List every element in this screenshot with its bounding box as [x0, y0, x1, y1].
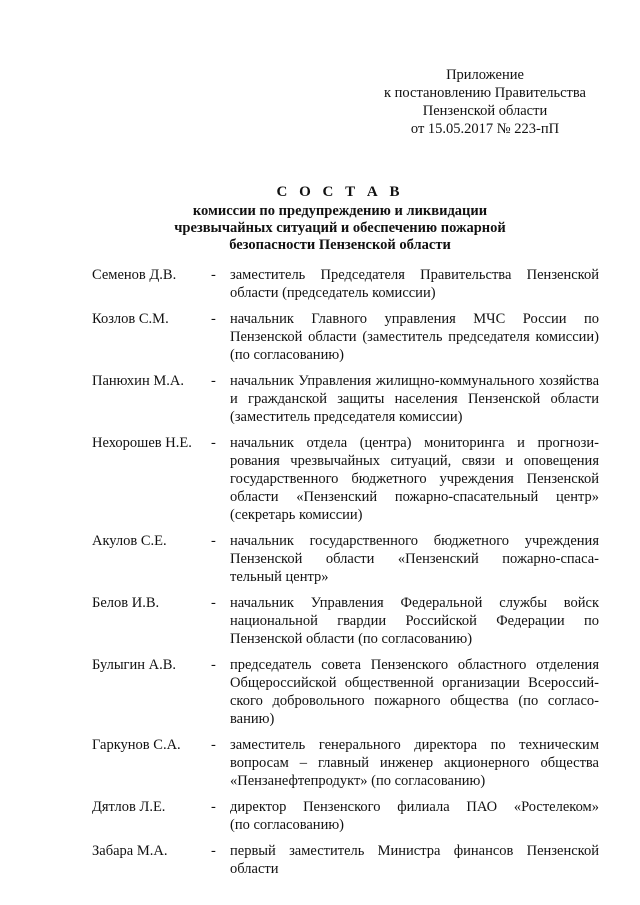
member-row: [0, 532, 640, 586]
member-role-line: и гражданской защиты населения Пензенской области: [230, 391, 599, 407]
member-role-line: первый заместитель Министра финансов Пензенской: [230, 843, 599, 859]
member-role-line: (заместитель председателя комиссии): [230, 409, 463, 425]
appendix-line: Приложение: [446, 67, 524, 83]
member-role-line: Общероссийской общественной организации Всероссий-: [230, 675, 599, 691]
member-role-line: Пензенской области (по согласованию): [230, 631, 473, 647]
member-role-line: начальник Управления жилищно-коммунального хозяйства: [230, 373, 599, 389]
member-role-line: Пензенской области (заместитель председателя комиссии): [230, 329, 599, 345]
member-dash: -: [211, 267, 216, 283]
member-role-line: начальник Управления Федеральной службы войск: [230, 595, 599, 611]
member-row: [0, 310, 640, 364]
member-row: [0, 656, 640, 728]
member-row: [0, 434, 640, 524]
appendix-block: [360, 66, 610, 138]
member-role-line: начальник Главного управления МЧС России по: [230, 311, 599, 327]
member-role-line: директор Пензенского филиала ПАО «Ростелеком»: [230, 799, 599, 815]
member-name: Акулов С.Е.: [92, 533, 167, 549]
member-role-line: председатель совета Пензенского областного отделения: [230, 657, 599, 673]
member-role-line: рования чрезвычайных ситуаций, связи и оповещения: [230, 453, 599, 469]
member-role: [230, 594, 599, 648]
member-role-line: ванию): [230, 711, 275, 727]
document-title: [80, 184, 600, 254]
member-name: Белов И.В.: [92, 595, 160, 611]
member-role: [230, 372, 599, 426]
title-line: чрезвычайных ситуаций и обеспечению пожарной: [174, 220, 506, 236]
member-role-line: заместитель Председателя Правительства Пензенской: [230, 267, 599, 283]
member-role-line: ского добровольного пожарного общества (по согласо-: [230, 693, 599, 709]
member-role-line: заместитель генерального директора по техническим: [230, 737, 599, 753]
member-dash: -: [211, 843, 216, 859]
member-dash: -: [211, 311, 216, 327]
member-name: Семенов Д.В.: [92, 267, 177, 283]
member-dash: -: [211, 533, 216, 549]
member-role: [230, 656, 599, 728]
member-name: Забара М.А.: [92, 843, 168, 859]
members-list: [0, 266, 640, 878]
member-role-line: вопросам – главный инженер акционерного общества: [230, 755, 599, 771]
member-name: Панюхин М.А.: [92, 373, 184, 389]
member-dash: -: [211, 657, 216, 673]
member-role: [230, 532, 599, 586]
member-dash: -: [211, 737, 216, 753]
member-row: [0, 736, 640, 790]
member-role-line: национальной гвардии Российской Федерации по: [230, 613, 599, 629]
member-name: Дятлов Л.Е.: [92, 799, 166, 815]
member-row: [0, 842, 640, 878]
member-role-line: (по согласованию): [230, 347, 344, 363]
title-line: безопасности Пензенской области: [229, 237, 451, 253]
member-role-line: области (председатель комиссии): [230, 285, 436, 301]
member-role-line: «Пензанефтепродукт» (по согласованию): [230, 773, 486, 789]
member-role-line: государственного бюджетного учреждения Пензенской: [230, 471, 599, 487]
member-role: [230, 266, 599, 302]
member-name: Булыгин А.В.: [92, 657, 177, 673]
member-dash: -: [211, 435, 216, 451]
member-name: Нехорошев Н.Е.: [92, 435, 192, 451]
member-row: [0, 372, 640, 426]
member-role-line: Пензенской области «Пензенский пожарно-спаса-: [230, 551, 599, 567]
member-role-line: начальник отдела (центра) мониторинга и прогнози-: [230, 435, 599, 451]
member-role-line: начальник государственного бюджетного учреждения: [230, 533, 599, 549]
member-name: Козлов С.М.: [92, 311, 169, 327]
member-row: [0, 594, 640, 648]
appendix-date-number: от 15.05.2017 № 223-пП: [410, 121, 560, 137]
member-role: [230, 736, 599, 790]
member-name: Гаркунов С.А.: [92, 737, 181, 753]
member-role: [230, 842, 599, 878]
title-main: С О С Т А В: [276, 184, 404, 200]
member-role-line: области: [230, 861, 279, 877]
appendix-line: Пензенской области: [422, 103, 548, 119]
member-role-line: (по согласованию): [230, 817, 344, 833]
member-dash: -: [211, 373, 216, 389]
member-row: [0, 798, 640, 834]
member-dash: -: [211, 595, 216, 611]
title-line: комиссии по предупреждению и ликвидации: [192, 203, 488, 219]
member-dash: -: [211, 799, 216, 815]
member-role-line: области «Пензенский пожарно-спасательный центр»: [230, 489, 599, 505]
member-role-line: тельный центр»: [230, 569, 329, 585]
appendix-line: к постановлению Правительства: [384, 85, 586, 101]
member-role: [230, 434, 599, 524]
member-row: [0, 266, 640, 302]
member-role: [230, 798, 599, 834]
member-role: [230, 310, 599, 364]
member-role-line: (секретарь комиссии): [230, 507, 363, 523]
